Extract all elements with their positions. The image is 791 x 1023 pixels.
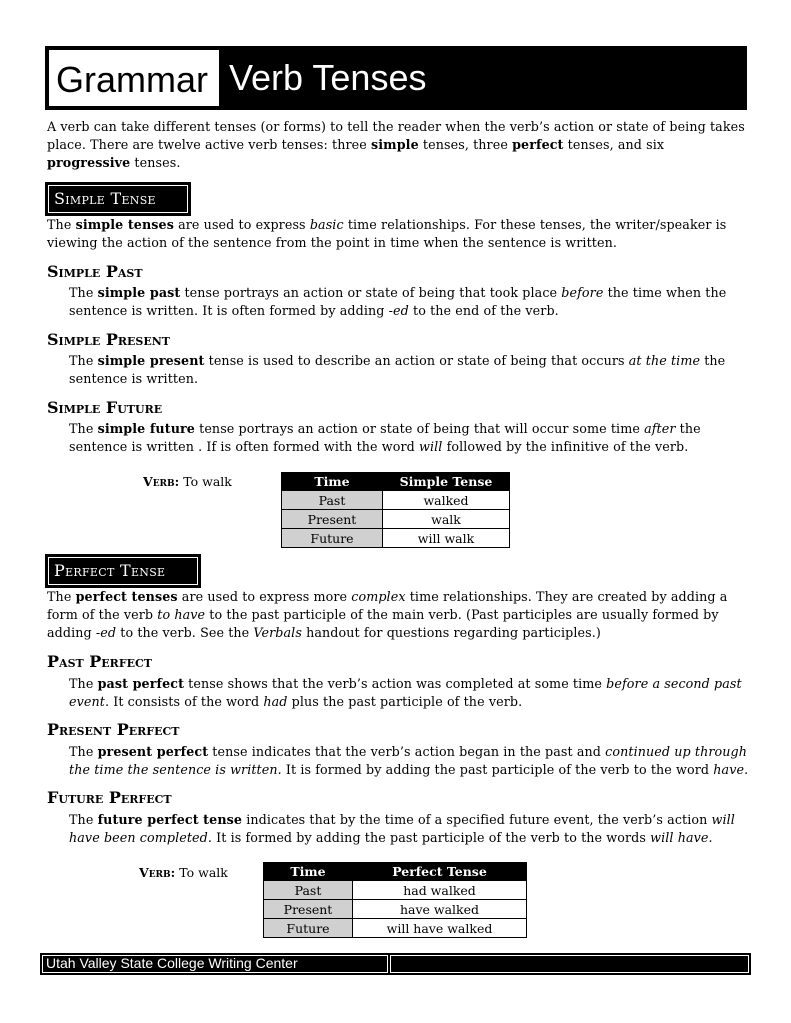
table-header: Simple Tense: [383, 473, 510, 491]
footer-text: Utah Valley State College Writing Center: [46, 955, 298, 971]
simple-tense-table: [281, 472, 510, 548]
simple-tense-heading: Simple Tense: [45, 182, 191, 216]
table-row: Present walk: [282, 510, 510, 529]
simple-future-heading: Simple Future: [47, 398, 163, 417]
table-row: Past walked: [282, 491, 510, 510]
perfect-tense-table: [263, 862, 527, 938]
table-header: Time: [264, 863, 353, 881]
present-perfect-heading: Present Perfect: [47, 720, 180, 739]
table-row: Future will have walked: [264, 919, 527, 938]
perfect-tense-heading: Perfect Tense: [45, 554, 201, 588]
future-perfect-heading: Future Perfect: [47, 788, 172, 807]
simple-tense-description: The simple tenses are used to express basic time relationships. For these tenses, the writer/speaker is viewing the action of the sentence from the point in time when the sentence is written.: [47, 217, 727, 250]
table-row: Present have walked: [264, 900, 527, 919]
past-perfect-text: The past perfect tense shows that the verb’s action was completed at some time before a second past event. It consists of the word had plus the past participle of the verb.: [69, 676, 742, 709]
table-header: Perfect Tense: [353, 863, 527, 881]
simple-future-text: The simple future tense portrays an action or state of being that will occur some time after the sentence is written . If is often formed with the word will followed by the infinitive of the verb.: [69, 421, 701, 454]
title-left-box: [48, 49, 220, 107]
title-banner: [45, 46, 747, 110]
simple-past-heading: Simple Past: [47, 262, 143, 281]
simple-verb-example: Verb: To walk: [143, 474, 232, 489]
intro-paragraph: A verb can take different tenses (or forms) to tell the reader when the verb’s action or state of being takes place. There are twelve active verb tenses: three simple tenses, three perfect tenses, and six progressive tenses.: [47, 119, 745, 170]
simple-present-heading: Simple Present: [47, 330, 170, 349]
future-perfect-text: The future perfect tense indicates that by the time of a specified future event, the verb’s action will have been completed. It is formed by adding the past participle of the verb to the words will have.: [69, 812, 735, 845]
table-row: Future will walk: [282, 529, 510, 548]
perfect-tense-description: The perfect tenses are used to express more complex time relationships. They are created by adding a form of the verb to have to the past participle of the main verb. (Past participles are usually formed by adding -ed to the verb. See the Verbals handout for questions regarding participles.): [47, 589, 728, 640]
perfect-verb-example: Verb: To walk: [139, 865, 228, 880]
simple-present-text: The simple present tense is used to describe an action or state of being that occurs at the time the sentence is written.: [69, 353, 726, 386]
title-grammar: Grammar: [56, 59, 208, 100]
simple-past-text: The simple past tense portrays an action or state of being that took place before the time when the sentence is written. It is often formed by adding -ed to the end of the verb.: [69, 285, 727, 318]
past-perfect-heading: Past Perfect: [47, 652, 152, 671]
table-header: Time: [282, 473, 383, 491]
present-perfect-text: The present perfect tense indicates that the verb’s action began in the past and continued up through the time the sentence is written. It is formed by adding the past participle of the verb to the word have.: [69, 744, 749, 777]
title-verb-tenses: Verb Tenses: [229, 57, 427, 98]
table-row: Past had walked: [264, 881, 527, 900]
footer-bar: [40, 953, 751, 975]
